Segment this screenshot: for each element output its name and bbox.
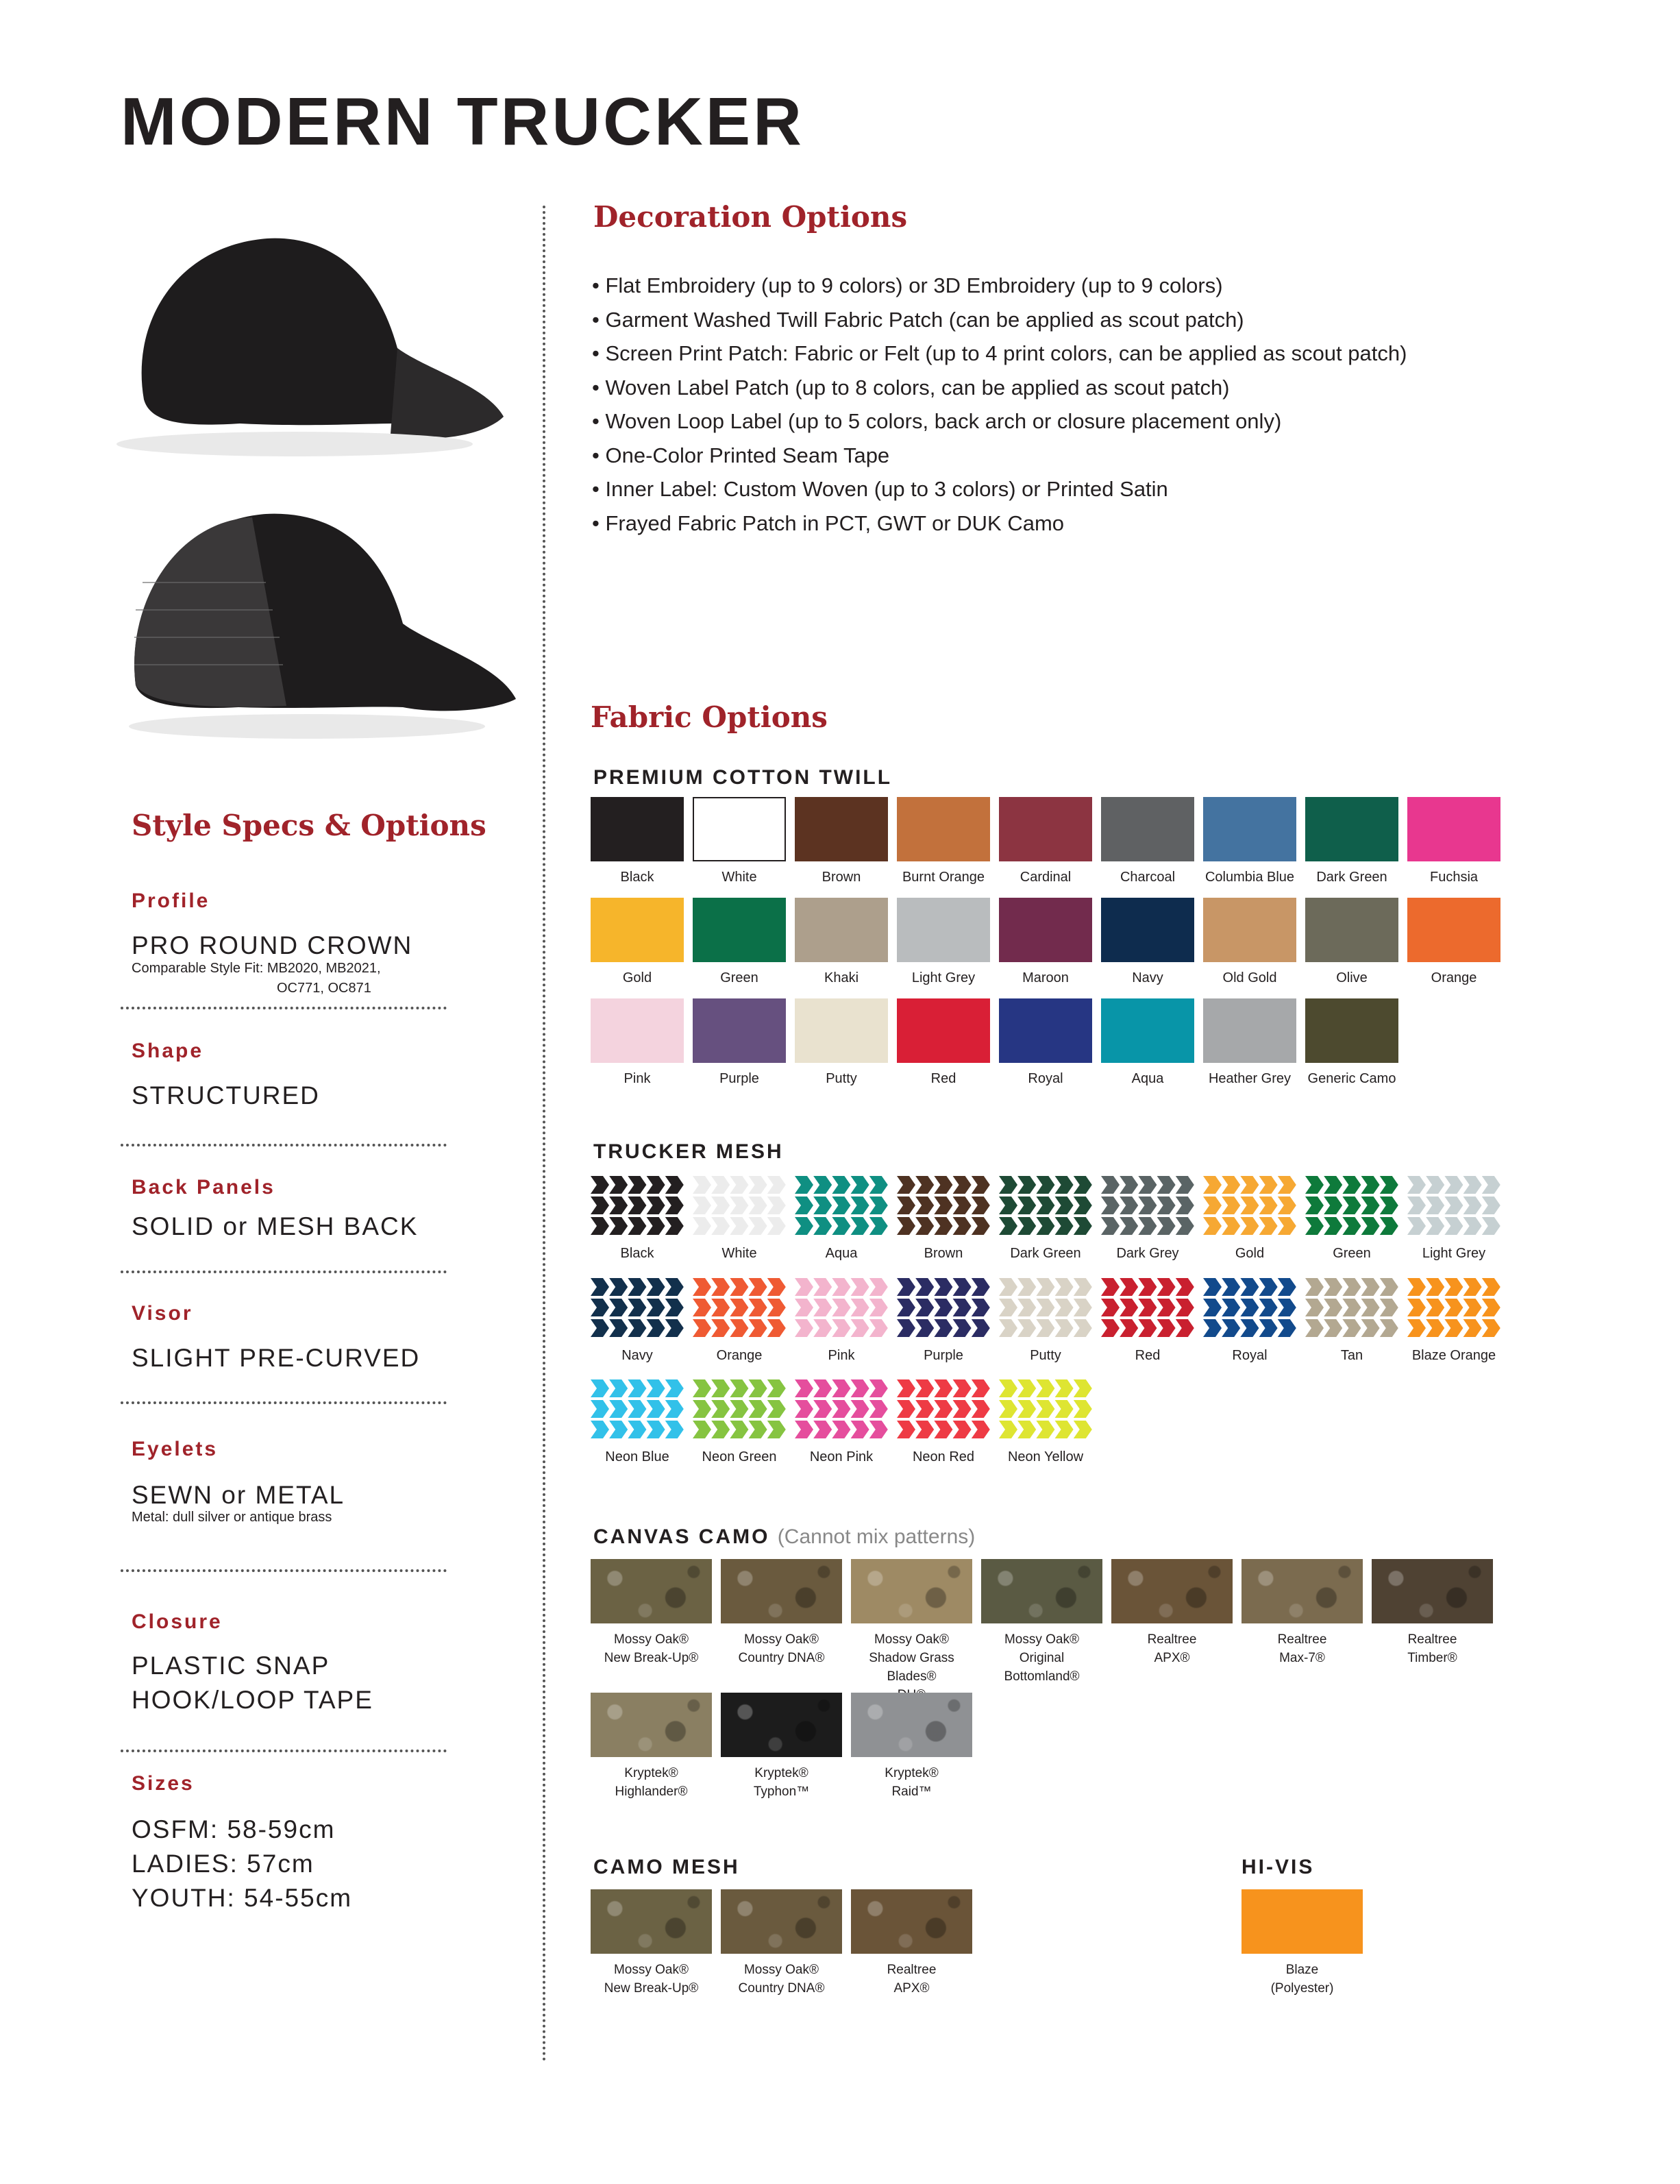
camo-label: Country DNA®: [738, 1981, 825, 1996]
closure-value-1: PLASTIC SNAP: [132, 1652, 330, 1680]
swatch-label: Old Gold: [1222, 970, 1277, 985]
back-panels-label: Back Panels: [132, 1176, 275, 1199]
color-chip: [693, 797, 786, 861]
closure-label: Closure: [132, 1610, 223, 1633]
swatch-label: Black: [620, 1246, 654, 1261]
twill-swatch: [1407, 797, 1500, 885]
swatch-label: Gold: [1235, 1246, 1265, 1261]
mesh-chip: [897, 1377, 990, 1441]
twill-swatch: [795, 998, 888, 1087]
camo-chip: [851, 1693, 972, 1757]
swatch-label: Purple: [924, 1348, 963, 1363]
swatch-label: Neon Red: [912, 1449, 975, 1464]
swatch-label: Neon Blue: [605, 1449, 669, 1464]
camo-label: APX®: [893, 1981, 930, 1996]
hivis-label-1: Blaze: [1285, 1963, 1319, 1977]
camo-label: New Break-Up®: [604, 1981, 699, 1996]
mesh-chip: [999, 1275, 1092, 1340]
twill-swatch: [999, 898, 1092, 986]
twill-swatch: [591, 998, 684, 1087]
color-chip: [795, 797, 888, 861]
mesh-swatch: [897, 1275, 990, 1364]
mesh-chip: [897, 1173, 990, 1238]
camo-label: Kryptek®: [885, 1766, 939, 1780]
camo-label: Kryptek®: [754, 1766, 808, 1780]
mesh-chip: [591, 1173, 684, 1238]
list-item: • Frayed Fabric Patch in PCT, GWT or DUK Camo: [592, 506, 1407, 541]
swatch-label: Putty: [1030, 1348, 1061, 1363]
twill-swatch: [1203, 797, 1296, 885]
mesh-row: [591, 1275, 1500, 1364]
canvas-camo-title-text: CANVAS CAMO: [593, 1525, 770, 1548]
swatch-label: Orange: [716, 1348, 763, 1363]
swatch-label: Green: [1333, 1246, 1371, 1261]
vertical-divider: [543, 206, 545, 2063]
swatch-label: Orange: [1431, 970, 1477, 985]
mesh-swatch: [999, 1173, 1092, 1262]
swatch-label: Brown: [822, 870, 861, 885]
spec-divider: [121, 1271, 447, 1273]
camo-swatch: [851, 1693, 972, 1801]
camo-label: Mossy Oak®: [613, 1632, 689, 1647]
mesh-swatch: [1407, 1275, 1500, 1364]
twill-swatch: [1101, 797, 1194, 885]
camo-label: Mossy Oak®: [613, 1963, 689, 1977]
swatch-label: Neon Pink: [809, 1449, 874, 1464]
color-chip: [693, 998, 786, 1063]
closure-value-2: HOOK/LOOP TAPE: [132, 1686, 373, 1714]
profile-note-line2: OC771, OC871: [277, 981, 371, 996]
spec-divider: [121, 1569, 447, 1572]
swatch-label: Neon Green: [702, 1449, 777, 1464]
mesh-chip: [1305, 1275, 1398, 1340]
camo-label: Timber®: [1407, 1651, 1457, 1665]
twill-swatch: [1203, 998, 1296, 1087]
swatch-label: Heather Grey: [1208, 1071, 1292, 1086]
twill-swatch: [1203, 898, 1296, 986]
camo-label: Bottomland®: [1004, 1669, 1080, 1684]
mesh-chip: [1101, 1275, 1194, 1340]
color-chip: [999, 898, 1092, 962]
camo-swatch: [1111, 1559, 1233, 1704]
camo-label: Realtree: [887, 1963, 937, 1977]
camo-label: Highlander®: [615, 1784, 688, 1799]
hivis-swatch: [1242, 1889, 1363, 1998]
mesh-chip: [795, 1377, 888, 1441]
swatch-label: White: [721, 870, 757, 885]
camo-chip: [721, 1889, 842, 1954]
color-chip: [1101, 998, 1194, 1063]
twill-swatch: [1305, 998, 1398, 1087]
spec-divider: [121, 1007, 447, 1009]
mesh-swatch: [1407, 1173, 1500, 1262]
swatch-label: Pink: [828, 1348, 855, 1363]
swatch-label: Pink: [623, 1071, 651, 1086]
mesh-swatch: [591, 1173, 684, 1262]
shape-value: STRUCTURED: [132, 1081, 320, 1109]
twill-swatch: [591, 797, 684, 885]
mesh-chip: [693, 1377, 786, 1441]
camo-swatch: [851, 1559, 972, 1704]
profile-value: PRO ROUND CROWN: [132, 931, 413, 959]
twill-swatch: [693, 998, 786, 1087]
camo-label: APX®: [1154, 1651, 1190, 1665]
twill-title: PREMIUM COTTON TWILL: [593, 766, 893, 789]
swatch-label: Khaki: [824, 970, 859, 985]
swatch-label: Aqua: [825, 1246, 858, 1261]
swatch-label: Putty: [826, 1071, 857, 1086]
mesh-swatch: [999, 1275, 1092, 1364]
color-chip: [897, 998, 990, 1063]
camo-label: Max-7®: [1279, 1651, 1325, 1665]
canvas-camo-subtitle: (Cannot mix patterns): [777, 1525, 976, 1548]
mesh-chip: [693, 1173, 786, 1238]
mesh-chip: [999, 1173, 1092, 1238]
color-chip: [999, 998, 1092, 1063]
mesh-chip: [1407, 1275, 1500, 1340]
mesh-swatch: [795, 1173, 888, 1262]
camo-label: Realtree: [1407, 1632, 1457, 1647]
profile-label: Profile: [132, 889, 210, 912]
swatch-label: Navy: [1132, 970, 1163, 985]
swatch-label: Neon Yellow: [1007, 1449, 1084, 1464]
twill-swatch: [999, 998, 1092, 1087]
list-item: • Flat Embroidery (up to 9 colors) or 3D Embroidery (up to 9 colors): [592, 269, 1407, 303]
twill-swatch: [897, 898, 990, 986]
twill-swatch: [795, 898, 888, 986]
swatch-label: Royal: [1232, 1348, 1268, 1363]
mesh-chip: [693, 1275, 786, 1340]
mesh-swatch: [795, 1275, 888, 1364]
mesh-swatch: [999, 1377, 1092, 1465]
camo-chip: [591, 1559, 712, 1623]
camo-chip: [1242, 1559, 1363, 1623]
twill-swatch: [591, 898, 684, 986]
swatch-label: Red: [1135, 1348, 1161, 1363]
swatch-label: Black: [620, 870, 654, 885]
mesh-swatch: [693, 1173, 786, 1262]
mesh-swatch: [693, 1377, 786, 1465]
camo-label: Realtree: [1277, 1632, 1327, 1647]
color-chip: [1101, 797, 1194, 861]
camo-label: Typhon™: [753, 1784, 810, 1799]
swatch-label: Purple: [719, 1071, 759, 1086]
back-panels-value: SOLID or MESH BACK: [132, 1212, 419, 1240]
camo-label: Kryptek®: [624, 1766, 678, 1780]
hivis-title: HI-VIS: [1242, 1856, 1315, 1878]
color-chip: [591, 898, 684, 962]
camo-swatch: [591, 1559, 712, 1704]
eyelets-label: Eyelets: [132, 1438, 219, 1460]
decoration-list: [592, 269, 1407, 540]
swatch-label: Tan: [1340, 1348, 1363, 1363]
color-chip: [1305, 998, 1398, 1063]
mesh-swatch: [1305, 1275, 1398, 1364]
visor-label: Visor: [132, 1302, 193, 1325]
swatch-label: Brown: [924, 1246, 963, 1261]
color-chip: [1305, 898, 1398, 962]
spec-divider: [121, 1750, 447, 1752]
color-chip: [1203, 998, 1296, 1063]
swatch-label: Burnt Orange: [902, 870, 985, 885]
twill-swatch: [1305, 797, 1398, 885]
canvas-camo-title: [593, 1525, 975, 1549]
color-chip: [795, 998, 888, 1063]
color-chip: [1101, 898, 1194, 962]
twill-swatch: [999, 797, 1092, 885]
canvas-camo-row: [591, 1559, 1493, 1704]
twill-row: [591, 998, 1398, 1087]
color-chip: [1305, 797, 1398, 861]
swatch-label: Gold: [622, 970, 652, 985]
mesh-swatch: [1203, 1275, 1296, 1364]
list-item: • One-Color Printed Seam Tape: [592, 439, 1407, 473]
swatch-label: Fuchsia: [1429, 870, 1479, 885]
twill-row: [591, 898, 1500, 986]
mesh-chip: [1203, 1173, 1296, 1238]
camo-label: New Break-Up®: [604, 1651, 699, 1665]
profile-note-line1: Comparable Style Fit: MB2020, MB2021,: [132, 961, 381, 976]
color-chip: [693, 898, 786, 962]
mesh-chip: [1203, 1275, 1296, 1340]
mesh-row: [591, 1377, 1092, 1465]
camo-swatch: [851, 1889, 972, 1998]
camo-label: Raid™: [891, 1784, 932, 1799]
camo-mesh-title: CAMO MESH: [593, 1856, 740, 1878]
twill-row: [591, 797, 1500, 885]
swatch-label: Dark Green: [1010, 1246, 1081, 1261]
mesh-chip: [795, 1275, 888, 1340]
swatch-label: Maroon: [1022, 970, 1069, 985]
camo-label: Mossy Oak®: [743, 1632, 819, 1647]
color-chip: [1203, 898, 1296, 962]
sizes-label: Sizes: [132, 1772, 195, 1795]
eyelets-note: Metal: dull silver or antique brass: [132, 1510, 332, 1525]
color-chip: [795, 898, 888, 962]
eyelets-value: SEWN or METAL: [132, 1481, 345, 1509]
swatch-label: Dark Grey: [1116, 1246, 1179, 1261]
camo-label: Original: [1019, 1651, 1065, 1665]
camo-swatch: [591, 1889, 712, 1998]
mesh-chip: [999, 1377, 1092, 1441]
mesh-swatch: [1101, 1173, 1194, 1262]
mesh-swatch: [1203, 1173, 1296, 1262]
mesh-swatch: [591, 1377, 684, 1465]
twill-swatch: [693, 898, 786, 986]
camo-label: Country DNA®: [738, 1651, 825, 1665]
twill-swatch: [693, 797, 786, 885]
sizes-value-3: YOUTH: 54-55cm: [132, 1884, 353, 1912]
camo-chip: [721, 1559, 842, 1623]
twill-swatch: [1101, 898, 1194, 986]
list-item: • Woven Loop Label (up to 5 colors, back arch or closure placement only): [592, 404, 1407, 439]
color-chip: [1407, 797, 1500, 861]
visor-value: SLIGHT PRE-CURVED: [132, 1344, 421, 1372]
mesh-swatch: [1101, 1275, 1194, 1364]
mesh-title: TRUCKER MESH: [593, 1140, 784, 1163]
spec-divider: [121, 1401, 447, 1404]
camo-chip: [1111, 1559, 1233, 1623]
camo-chip: [591, 1693, 712, 1757]
camo-label: Mossy Oak®: [874, 1632, 950, 1647]
mesh-chip: [591, 1377, 684, 1441]
camo-label: Realtree: [1147, 1632, 1197, 1647]
mesh-swatch: [897, 1377, 990, 1465]
twill-swatch: [795, 797, 888, 885]
color-chip: [999, 797, 1092, 861]
mesh-swatch: [795, 1377, 888, 1465]
list-item: • Woven Label Patch (up to 8 colors, can be applied as scout patch): [592, 371, 1407, 405]
mesh-chip: [1407, 1173, 1500, 1238]
color-chip: [591, 998, 684, 1063]
swatch-label: Dark Green: [1316, 870, 1387, 885]
twill-swatch: [897, 998, 990, 1087]
swatch-label: Blaze Orange: [1411, 1348, 1496, 1363]
spec-divider: [121, 1144, 447, 1146]
camo-chip: [981, 1559, 1102, 1623]
cap-side-image: [103, 218, 507, 471]
camo-swatch: [721, 1889, 842, 1998]
sizes-value-2: LADIES: 57cm: [132, 1850, 314, 1878]
twill-swatch: [1407, 898, 1500, 986]
twill-swatch: [1305, 898, 1398, 986]
swatch-label: Green: [720, 970, 758, 985]
cap-mesh-back-image: [115, 500, 519, 754]
swatch-label: Red: [930, 1071, 956, 1086]
canvas-camo-row: [591, 1693, 972, 1801]
decoration-heading: Decoration Options: [593, 200, 908, 234]
camo-swatch: [981, 1559, 1102, 1704]
shape-label: Shape: [132, 1040, 204, 1062]
camo-label: Mossy Oak®: [1004, 1632, 1080, 1647]
twill-swatch: [897, 797, 990, 885]
mesh-swatch: [1305, 1173, 1398, 1262]
camo-swatch: [721, 1559, 842, 1704]
swatch-label: Generic Camo: [1307, 1071, 1396, 1086]
sizes-value-1: OSFM: 58-59cm: [132, 1815, 336, 1843]
swatch-label: Royal: [1028, 1071, 1063, 1086]
camo-label: Shadow Grass Blades®: [869, 1651, 954, 1684]
mesh-swatch: [591, 1275, 684, 1364]
camo-chip: [591, 1889, 712, 1954]
swatch-label: White: [721, 1246, 757, 1261]
color-chip: [897, 898, 990, 962]
page-title: MODERN TRUCKER: [121, 84, 804, 159]
list-item: • Garment Washed Twill Fabric Patch (can be applied as scout patch): [592, 303, 1407, 337]
mesh-chip: [591, 1275, 684, 1340]
swatch-label: Cardinal: [1020, 870, 1072, 885]
mesh-chip: [1305, 1173, 1398, 1238]
camo-label: Mossy Oak®: [743, 1963, 819, 1977]
camo-swatch: [1242, 1559, 1363, 1704]
mesh-row: [591, 1173, 1500, 1262]
camo-swatch: [721, 1693, 842, 1801]
mesh-chip: [897, 1275, 990, 1340]
swatch-label: Light Grey: [911, 970, 976, 985]
mesh-swatch: [897, 1173, 990, 1262]
camo-chip: [721, 1693, 842, 1757]
camo-mesh-row: [591, 1889, 972, 1998]
list-item: • Inner Label: Custom Woven (up to 3 colors) or Printed Satin: [592, 472, 1407, 506]
camo-swatch: [591, 1693, 712, 1801]
fabric-heading: Fabric Options: [591, 700, 828, 734]
mesh-chip: [1101, 1173, 1194, 1238]
swatch-label: Aqua: [1131, 1071, 1164, 1086]
mesh-swatch: [693, 1275, 786, 1364]
swatch-label: Charcoal: [1120, 870, 1176, 885]
twill-swatch: [1101, 998, 1194, 1087]
mesh-chip: [795, 1173, 888, 1238]
hivis-chip: [1242, 1889, 1363, 1954]
swatch-label: Columbia Blue: [1205, 870, 1295, 885]
camo-chip: [1372, 1559, 1493, 1623]
color-chip: [1203, 797, 1296, 861]
color-chip: [897, 797, 990, 861]
hivis-label-2: (Polyester): [1270, 1981, 1334, 1996]
camo-chip: [851, 1559, 972, 1623]
list-item: • Screen Print Patch: Fabric or Felt (up to 4 print colors, can be applied as scout patch): [592, 336, 1407, 371]
camo-swatch: [1372, 1559, 1493, 1704]
swatch-label: Olive: [1336, 970, 1368, 985]
specs-heading: Style Specs & Options: [132, 809, 486, 842]
color-chip: [1407, 898, 1500, 962]
swatch-label: Navy: [621, 1348, 653, 1363]
color-chip: [591, 797, 684, 861]
camo-chip: [851, 1889, 972, 1954]
swatch-label: Light Grey: [1422, 1246, 1486, 1261]
